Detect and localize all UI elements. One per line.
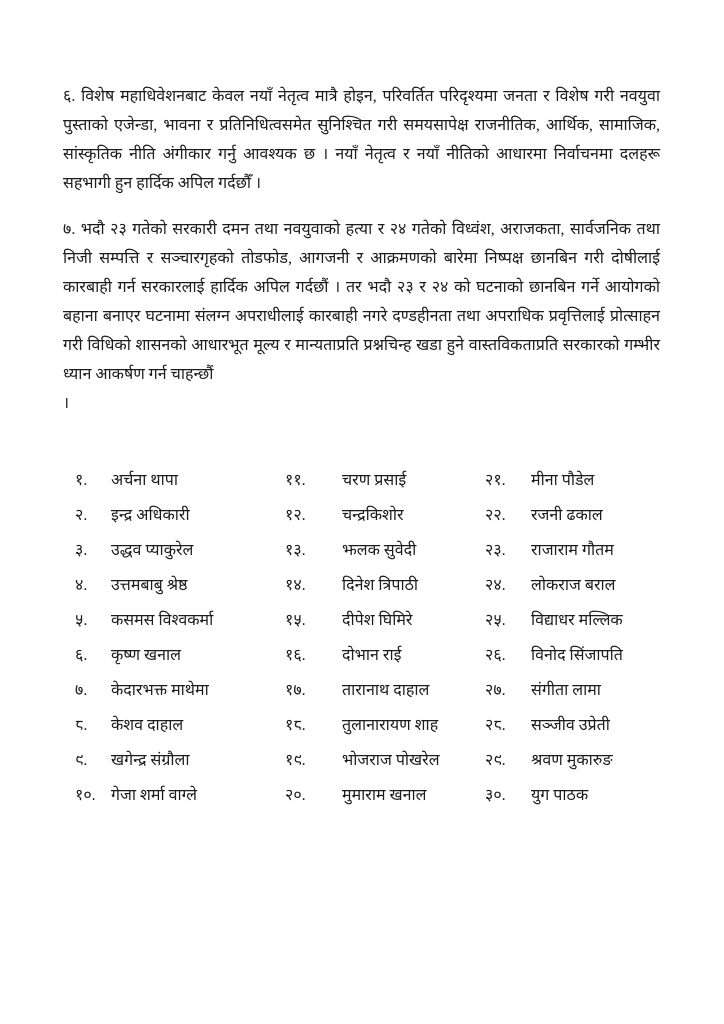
list-item — [285, 540, 485, 575]
list-item-name: संगीता लामा — [531, 682, 601, 699]
list-item-name: भोजराज पोखरेल — [342, 752, 440, 769]
list-item — [485, 785, 660, 820]
list-item — [75, 505, 285, 540]
list-item-name: चन्द्रकिशोर — [342, 507, 404, 524]
list-item — [485, 645, 660, 680]
list-item-name: रजनी ढकाल — [531, 507, 603, 524]
list-item-name: इन्द्र अधिकारी — [111, 507, 190, 524]
list-item — [285, 470, 485, 505]
list-item-number: २३. — [485, 542, 506, 559]
list-item-name: खगेन्द्र संग्रौला — [111, 752, 190, 769]
list-item — [75, 680, 285, 715]
list-item — [485, 470, 660, 505]
list-item-name: गेजा शर्मा वाग्ले — [111, 787, 198, 804]
list-item — [285, 715, 485, 750]
list-item-name: चरण प्रसाई — [342, 472, 407, 489]
list-item — [485, 575, 660, 610]
list-column — [285, 470, 485, 820]
list-item-number: ६. — [75, 647, 88, 664]
list-item-number: २२. — [485, 507, 506, 524]
list-item-number: २७. — [485, 682, 506, 699]
list-item-name: झलक सुवेदी — [342, 542, 417, 559]
list-item — [75, 645, 285, 680]
list-item — [285, 785, 485, 820]
list-item-number: १५. — [285, 612, 306, 629]
list-item — [285, 505, 485, 540]
list-item-name: राजाराम गौतम — [531, 542, 614, 559]
list-column — [75, 470, 285, 820]
list-item-number: २५. — [485, 612, 506, 629]
list-item-name: दिनेश त्रिपाठी — [342, 577, 419, 594]
list-item — [285, 575, 485, 610]
list-item-name: तुलानारायण शाह — [342, 717, 439, 734]
list-item-name: सञ्जीव उप्रेती — [531, 717, 610, 734]
list-item-name: केदारभक्त माथेमा — [111, 682, 209, 699]
list-item — [485, 715, 660, 750]
list-item-number: १७. — [285, 682, 306, 699]
list-item — [485, 750, 660, 785]
list-item — [485, 505, 660, 540]
paragraph-7 — [63, 215, 660, 418]
list-item-name: दोभान राई — [342, 647, 402, 664]
list-column — [485, 470, 660, 820]
list-item — [485, 540, 660, 575]
list-item — [75, 750, 285, 785]
list-item-number: १२. — [285, 507, 306, 524]
list-item-number: ३. — [75, 542, 88, 559]
list-item — [75, 785, 285, 820]
list-item-name: मीना पौडेल — [531, 472, 595, 489]
list-item — [285, 680, 485, 715]
list-item-number: ८. — [75, 717, 88, 734]
list-item-name: विद्याधर मल्लिक — [531, 612, 623, 629]
list-item-name: कृष्ण खनाल — [111, 647, 181, 664]
list-item-number: २. — [75, 507, 88, 524]
list-item-number: १८. — [285, 717, 306, 734]
list-item — [285, 750, 485, 785]
list-item — [285, 645, 485, 680]
list-item-number: १९. — [285, 752, 306, 769]
paragraph-7-text: ७. भदौ २३ गतेको सरकारी दमन तथा नवयुवाको हत्या र २४ गतेको विध्वंश, अराजकता, सार्वजनिक तथा निजी सम्पत्ति र सञ्चारगृहको तोडफोड, आगजनी र आक्रमणको बारेमा निष्पक्ष छानबिन गरी दोषीलाई कारबाही गर्न सरकारलाई हार्दिक अपिल गर्दछौं । तर भदौ २३ र २४ को घटनाको छानबिन गर्ने आयोगको बहाना बनाएर घटनामा संलग्न अपराधीलाई कारबाही नगरे दण्डहीनता तथा अपराधिक प्रवृत्तिलाई प्रोत्साहन गरी विधिको शासनको आधारभूत मूल्य र मान्यताप्रति प्रश्नचिन्ह खडा हुने वास्तविकताप्रति सरकारको गम्भीर ध्यान आकर्षण गर्न चाहन्छौं — [63, 221, 660, 383]
list-item-number: ९. — [75, 752, 88, 769]
list-item-number: ७. — [75, 682, 88, 699]
list-item-number: २६. — [485, 647, 506, 664]
list-item-name: लोकराज बराल — [531, 577, 616, 594]
list-item-name: उत्तमबाबु श्रेष्ठ — [111, 577, 188, 594]
list-item — [75, 540, 285, 575]
list-item — [285, 610, 485, 645]
list-item — [75, 575, 285, 610]
list-item-name: अर्चना थापा — [111, 472, 179, 489]
paragraph-6: ६. विशेष महाधिवेशनबाट केवल नयाँ नेतृत्व मात्रै होइन, परिवर्तित परिदृश्यमा जनता र विशेष गरी नवयुवा पुस्ताको एजेन्डा, भावना र प्रतिनिधित्वसमेत सुनिश्चित गरी समयसापेक्ष राजनीतिक, आर्थिक, सामाजिक, सांस्कृतिक नीति अंगीकार गर्नु आवश्यक छ । नयाँ नेतृत्व र नयाँ नीतिको आधारमा निर्वाचनमा दलहरू सहभागी हुन हार्दिक अपिल गर्दछौँ । — [63, 88, 660, 192]
list-item-name: मुमाराम खनाल — [342, 787, 427, 804]
list-item-name: दीपेश घिमिरे — [342, 612, 413, 629]
list-item-number: ११. — [285, 472, 306, 489]
list-item — [485, 610, 660, 645]
list-item — [75, 610, 285, 645]
paragraph-7-tail: । — [63, 395, 70, 412]
list-item-name: तारानाथ दाहाल — [342, 682, 430, 699]
list-item-number: ५. — [75, 612, 88, 629]
list-item-number: ३०. — [485, 787, 506, 804]
list-item — [75, 470, 285, 505]
list-item-name: युग पाठक — [531, 787, 589, 804]
list-item-number: ४. — [75, 577, 88, 594]
list-item-number: २१. — [485, 472, 506, 489]
list-item-number: १३. — [285, 542, 306, 559]
list-item-name: कसमस विश्वकर्मा — [111, 612, 214, 629]
list-item-number: १४. — [285, 577, 306, 594]
list-item-number: २९. — [485, 752, 506, 769]
list-item-number: १०. — [75, 787, 96, 804]
signatory-list — [63, 470, 660, 820]
list-item — [75, 715, 285, 750]
list-item-number: १. — [75, 472, 88, 489]
list-item-number: १६. — [285, 647, 306, 664]
list-item-name: विनोद सिंजापति — [531, 647, 623, 664]
list-item-number: २४. — [485, 577, 506, 594]
list-item-number: २०. — [285, 787, 306, 804]
list-item-name: उद्धव प्याकुरेल — [111, 542, 194, 559]
list-item — [485, 680, 660, 715]
list-item-name: श्रवण मुकारुङ — [531, 752, 613, 769]
list-item-number: २८. — [485, 717, 506, 734]
list-item-name: केशव दाहाल — [111, 717, 184, 734]
